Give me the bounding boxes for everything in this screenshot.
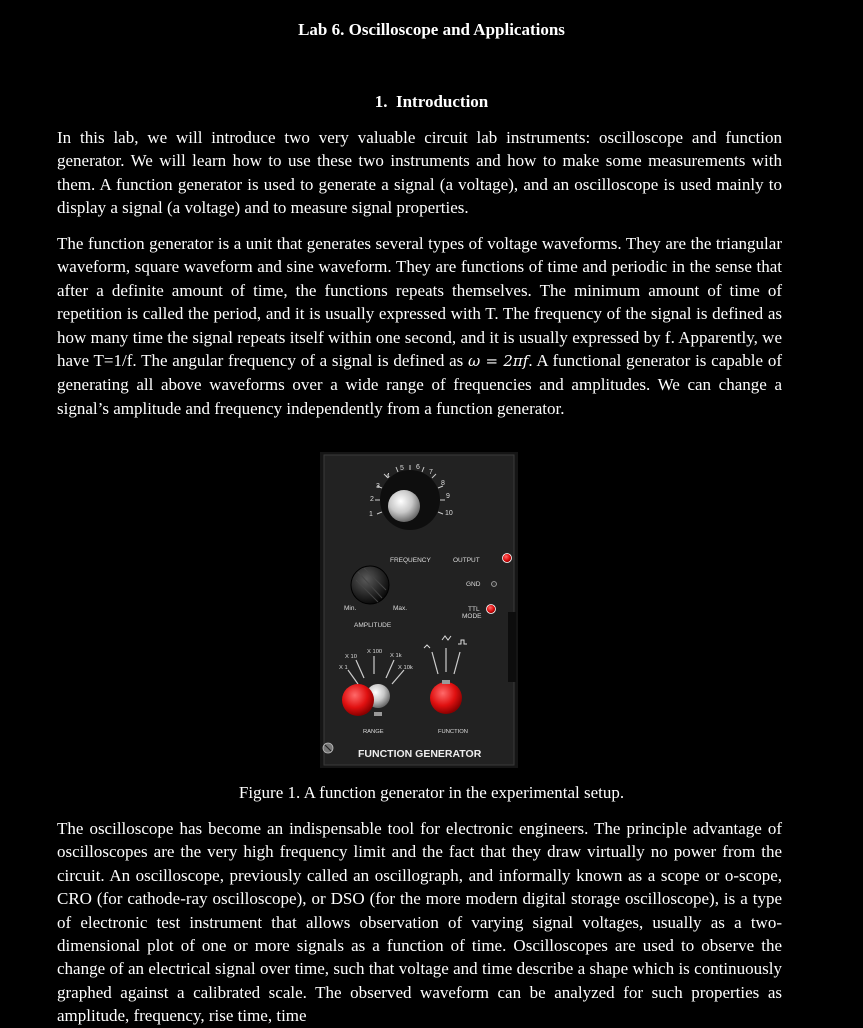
dial-number: 8: [441, 480, 445, 487]
function-generator-image: [320, 452, 518, 768]
range-x1k-label: X 1k: [390, 653, 402, 659]
paragraph-text: . A functional generator is capable of generating all above waveforms over a wide range of frequencies and amplitudes. We can change a signal’s amplitude and frequency independently from a function generator.: [57, 351, 782, 418]
intro-paragraph: In this lab, we will introduce two very valuable circuit lab instruments: oscilloscope and function generator. We will learn how to use these two instruments and how to make some measurements with them. A function generator is used to generate a signal (a voltage), and an oscilloscope is used mainly to display a signal (a voltage) and to measure signal properties.: [57, 128, 782, 218]
output-label: OUTPUT: [453, 557, 480, 564]
range-x1-label: X 1: [339, 665, 348, 671]
dial-number: 1: [369, 511, 373, 518]
range-x10k-label: X 10k: [398, 665, 413, 671]
amplitude-label: AMPLITUDE: [354, 622, 392, 629]
max-label: Max.: [393, 605, 408, 612]
dial-number: 9: [446, 493, 450, 500]
dial-number: 10: [445, 510, 453, 517]
dial-number: 4: [386, 473, 390, 480]
range-label: RANGE: [363, 729, 384, 735]
dial-number: 5: [400, 465, 404, 472]
dial-number: 2: [370, 496, 374, 503]
function-generator-paragraph: [57, 232, 782, 420]
angular-frequency-formula: ω = 2πf: [468, 352, 529, 371]
dial-number: 6: [416, 464, 420, 471]
gnd-label: GND: [466, 581, 481, 588]
range-x100-label: X 100: [367, 649, 383, 655]
oscilloscope-paragraph: The oscilloscope has become an indispensable tool for electronic engineers. The principle advantage of oscilloscopes are the very high frequency limit and the fact that they draw virtually no power from the circuit. An oscilloscope, previously called an oscillograph, and informally known as a scope or o-scope, CRO (for cathode-ray oscilloscope), or DSO (for the more modern digital storage oscilloscope), is a type of electronic test instrument that allows observation of varying signal voltages, usually as a two-dimensional plot of one or more signals as a function of time. Oscilloscopes are used to observe the change of an electrical signal over time, such that voltage and time describe a shape which is continuously graphed against a calibrated scale. The observed waveform can be analyzed for such properties as amplitude, frequency, rise time, time: [57, 819, 782, 1026]
function-label: FUNCTION: [438, 729, 468, 735]
range-x10-label: X 10: [345, 654, 357, 660]
page-title: Lab 6. Oscilloscope and Applications: [298, 20, 565, 39]
panel-title: FUNCTION GENERATOR: [358, 748, 482, 760]
ttl-label: TTL: [468, 606, 480, 613]
frequency-label: FREQUENCY: [390, 557, 431, 564]
section-heading: 1. Introduction: [374, 92, 489, 111]
dial-number: 3: [376, 483, 380, 490]
paragraph-text: The function generator is a unit that generates several types of voltage waveforms. They are the triangular waveform, square waveform and sine waveform. They are functions of time and periodic in the sense that after a definite amount of time, the functions repeats themselves. The minimum amount of time of repetition is called the period, and it is usually expressed with T. The frequency of the signal is defined as how many time the signal repeats itself within one second, and it is usually expressed by f. Apparently, we have T=1/f. The angular frequency of a signal is defined as: [57, 234, 782, 371]
figure-caption: Figure 1. A function generator in the experimental setup.: [238, 783, 625, 802]
dial-number: 7: [429, 469, 433, 476]
mode-label: MODE: [462, 613, 482, 620]
min-label: Min.: [344, 605, 357, 612]
